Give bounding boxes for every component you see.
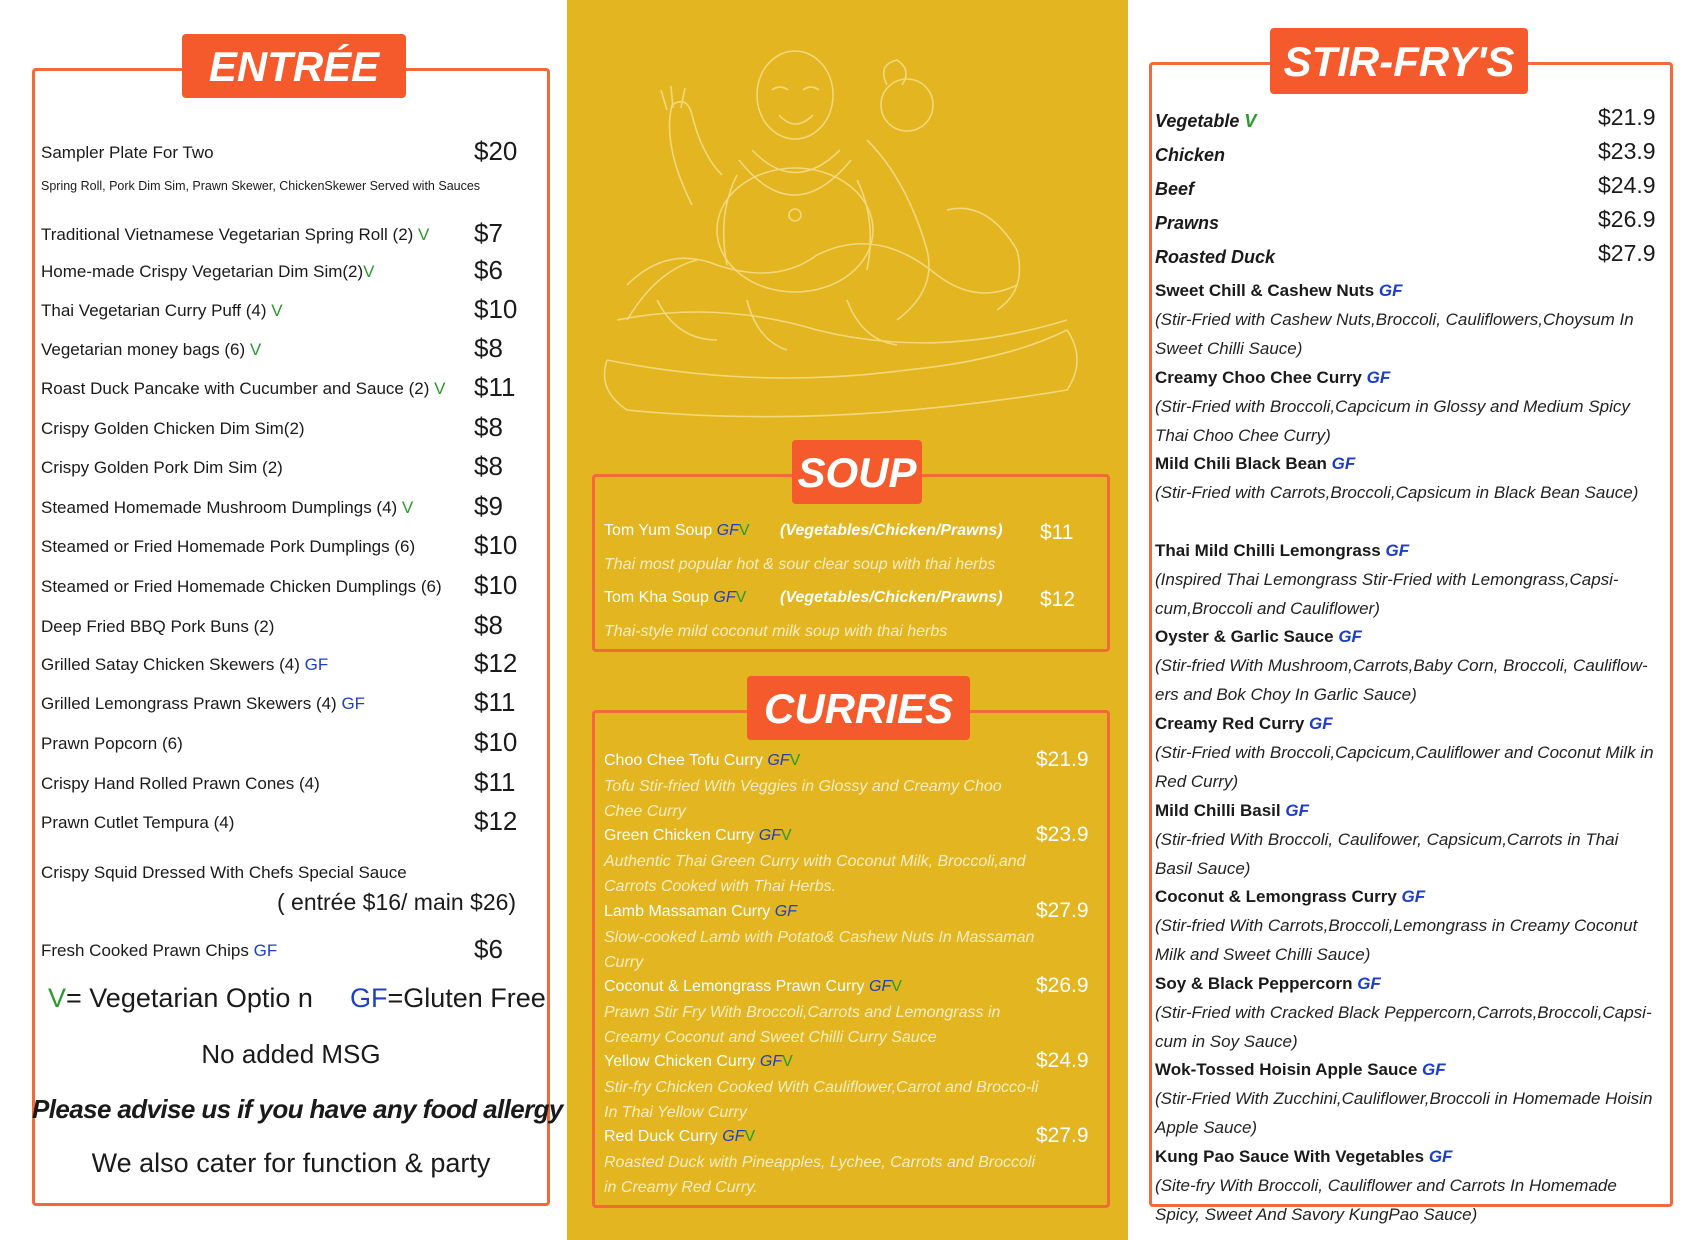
gluten-free-tag: GF (869, 978, 892, 995)
item-price: $10 (474, 727, 518, 757)
item-description: Slow-cooked Lamb with Potato& Cashew Nuts In Massaman Curry (604, 929, 1035, 971)
msg-note: No added MSG (201, 1039, 381, 1069)
dish-name (1155, 801, 1309, 821)
curry-item (604, 752, 800, 770)
vegetarian-tag: V (363, 262, 375, 281)
gluten-free-tag: GF (1422, 1060, 1446, 1080)
item-price: $27.9 (1598, 240, 1656, 266)
item-name-text: Grilled Lemongrass Prawn Skewers (4) (41, 694, 342, 713)
dish-name-text: Creamy Choo Chee Curry (1155, 367, 1367, 387)
soup-options: (Vegetables/Chicken/Prawns) (780, 522, 1003, 539)
stirfry-title: STIR-FRY'S (1270, 28, 1528, 94)
item-name-text: Prawn Popcorn (6) (41, 734, 183, 753)
item-price: $27.9 (1036, 899, 1089, 922)
item-name (41, 225, 429, 245)
menu-item (41, 931, 521, 964)
gluten-free-tag: GF (1338, 627, 1362, 647)
vegetarian-tag: V (744, 1128, 756, 1145)
vegetarian-tag: V (789, 752, 801, 769)
menu-item (41, 764, 521, 797)
menu-item (41, 853, 521, 883)
item-name: Coconut & Lemongrass Prawn Curry (604, 978, 869, 995)
item-price: $21.9 (1598, 104, 1656, 130)
item-price: $8 (474, 412, 503, 442)
gluten-free-tag: GF (304, 655, 329, 674)
dish-description: (Stir-Fried with Cracked Black Peppercorn,Carrots,Broccoli,Capsi-cum in Soy Sauce) (1155, 1002, 1652, 1051)
dish-name-text: Coconut & Lemongrass Curry (1155, 887, 1402, 907)
dish-name (1155, 627, 1362, 647)
item-name: Crispy Squid Dressed With Chefs Special Sauce (41, 863, 407, 882)
vegetarian-tag: V (1244, 111, 1257, 131)
protein-item (1155, 179, 1194, 200)
gluten-free-tag: GF (1428, 1147, 1453, 1166)
item-price: $12 (474, 806, 518, 836)
item-name: Tom Kha Soup (604, 589, 714, 606)
soup-item (604, 589, 746, 607)
item-price: $6 (474, 934, 503, 964)
gluten-free-tag: GF (1366, 367, 1391, 387)
item-price: $11 (1040, 521, 1074, 544)
vegetarian-tag: V (401, 498, 414, 517)
item-price: $21.9 (1036, 748, 1089, 771)
dish-description: (Stir-Fried with Broccoli,Capcicum in Glossy and Medium Spicy Thai Choo Chee Curry) (1155, 396, 1630, 445)
menu-item (41, 291, 521, 324)
vegetarian-tag: V (418, 225, 430, 244)
dish-description: (Site-fry With Broccoli, Cauliflower and Carrots In Homemade Spicy, Sweet And Savory KungPao Sauce) (1155, 1176, 1617, 1224)
gluten-free-tag: GF (767, 752, 790, 769)
item-name-text: Crispy Golden Chicken Dim Sim(2) (41, 419, 305, 438)
menu-item (41, 369, 521, 402)
dish-name (1155, 541, 1409, 561)
item-description: Thai most popular hot & sour clear soup with thai herbs (604, 556, 996, 573)
item-name (41, 419, 305, 439)
item-name (41, 301, 283, 321)
dish-name (1155, 887, 1425, 907)
item-price: $8 (474, 333, 503, 363)
item-name-text: Steamed Homemade Mushroom Dumplings (4) (41, 498, 402, 517)
item-description: Prawn Stir Fry With Broccoli,Carrots and Lemongrass in Creamy Coconut and Sweet Chilli Curry Sauce (604, 1004, 1001, 1046)
item-name-text: Thai Vegetarian Curry Puff (4) (41, 301, 272, 320)
item-description: Thai-style mild coconut milk soup with thai herbs (604, 623, 948, 640)
menu-item (41, 684, 521, 717)
item-name (41, 379, 445, 399)
gluten-free-tag: GF (759, 1053, 783, 1070)
menu-item (41, 645, 521, 678)
item-price: $6 (474, 255, 503, 285)
gluten-free-tag: GF (1357, 973, 1381, 993)
dietary-legend: V= Vegetarian Optio n GF=Gluten Free (48, 983, 546, 1013)
item-price: $11 (474, 372, 516, 402)
item-price: $9 (474, 491, 503, 521)
item-name-text: Vegetarian money bags (6) (41, 340, 250, 359)
item-name: Sampler Plate For Two (41, 143, 214, 162)
protein-item (1155, 111, 1256, 132)
vegetarian-tag: V (271, 301, 283, 320)
item-name: Tom Yum Soup (604, 522, 717, 539)
item-price: $11 (474, 687, 516, 717)
buddha-illustration (567, 0, 1128, 430)
vegetarian-tag: V (249, 340, 262, 359)
catering-note: We also cater for function & party (91, 1148, 491, 1178)
dish-description: (Stir-Fried With Zucchini,Cauliflower,Broccoli in Homemade Hoisin Apple Sauce) (1155, 1089, 1653, 1138)
item-price: $26.9 (1598, 206, 1656, 232)
gluten-free-tag: GF (774, 903, 797, 920)
item-price: $24.9 (1036, 1049, 1089, 1072)
gluten-free-tag: GF (1331, 454, 1356, 474)
item-name: Vegetable (1155, 111, 1245, 131)
gluten-free-tag: GF (722, 1128, 745, 1145)
item-name: Red Duck Curry (604, 1128, 723, 1145)
item-name: Roasted Duck (1155, 247, 1276, 267)
gluten-free-tag: GF (1285, 800, 1309, 820)
menu-item (41, 527, 521, 560)
item-name-text: Steamed or Fried Homemade Pork Dumplings (6) (41, 537, 416, 556)
menu-item (41, 409, 521, 442)
item-name (41, 694, 365, 714)
item-name-text: Crispy Hand Rolled Prawn Cones (4) (41, 774, 320, 793)
menu-item (41, 133, 521, 166)
item-description: Roasted Duck with Pineapples, Lychee, Carrots and Broccoli in Creamy Red Curry. (604, 1154, 1036, 1196)
dish-description: (Stir-Fried with Cashew Nuts,Broccoli, Cauliflowers,Choysum In Sweet Chilli Sauce) (1155, 310, 1634, 358)
item-price: $8 (474, 451, 503, 481)
vegetarian-tag: V (782, 1053, 793, 1070)
item-name-text: Deep Fried BBQ Pork Buns (2) (41, 617, 275, 636)
item-price: $23.9 (1036, 823, 1089, 846)
item-description: Spring Roll, Pork Dim Sim, Prawn Skewer, ChickenSkewer Served with Sauces (41, 179, 481, 193)
curry-item (604, 903, 797, 921)
protein-item (1155, 247, 1275, 268)
dish-description: (Stir-Fried with Broccoli,Capcicum,Cauliflower and Coconut Milk in Red Curry) (1155, 743, 1654, 791)
item-description: Authentic Thai Green Curry with Coconut Milk, Broccoli,and Carrots Cooked with Thai Herbs. (604, 853, 1026, 895)
menu-item (41, 252, 521, 285)
menu-item (41, 607, 521, 640)
item-name (41, 537, 415, 557)
item-name: Fresh Cooked Prawn Chips GF (41, 941, 278, 960)
dish-name-text: Soy & Black Peppercorn (1155, 973, 1358, 993)
curry-item (604, 978, 902, 996)
item-name (41, 498, 413, 518)
gluten-free-tag: GF (713, 589, 736, 606)
item-name: Beef (1155, 179, 1195, 199)
dish-name (1155, 1147, 1452, 1167)
dish-name (1155, 974, 1381, 994)
item-name (41, 340, 261, 360)
item-description: Tofu Stir-fried With Veggies in Glossy and Creamy Choo Chee Curry (604, 778, 1002, 820)
item-name: Chicken (1155, 145, 1226, 165)
vegetarian-tag: V (738, 522, 750, 539)
menu-item (41, 567, 521, 600)
vegetarian-tag: V (434, 379, 446, 398)
curry-item (604, 827, 792, 845)
item-price: $27.9 (1036, 1124, 1089, 1147)
item-price: $26.9 (1036, 974, 1089, 997)
item-name-text: Home-made Crispy Vegetarian Dim Sim(2) (41, 262, 364, 281)
menu-item (41, 724, 521, 757)
dish-description: (Stir-fried With Broccoli, Caulifower, Capsicum,Carrots in Thai Basil Sauce) (1155, 829, 1619, 878)
item-price: $8 (474, 610, 503, 640)
curries-title: CURRIES (747, 676, 970, 740)
menu-item (41, 448, 521, 481)
soup-item (604, 522, 750, 540)
menu-item (41, 330, 521, 363)
dish-name-text: Sweet Chill & Cashew Nuts (1155, 281, 1379, 300)
gluten-free-tag: GF (1401, 887, 1426, 907)
gluten-free-tag: GF (716, 522, 739, 539)
gluten-free-tag: GF (1309, 714, 1333, 733)
item-name (41, 774, 320, 794)
item-name: Choo Chee Tofu Curry (604, 752, 768, 769)
dish-name (1155, 714, 1333, 734)
menu-item (41, 488, 521, 521)
gluten-free-tag: GF (341, 694, 366, 713)
item-name (41, 655, 328, 675)
item-name-text: Crispy Golden Pork Dim Sim (2) (41, 458, 283, 477)
dish-name-text: Wok-Tossed Hoisin Apple Sauce (1155, 1060, 1423, 1080)
item-price: $10 (474, 294, 518, 324)
curry-item (604, 1128, 755, 1146)
item-name-text: Steamed or Fried Homemade Chicken Dumplings (6) (41, 577, 442, 596)
dish-description: (Stir-fried With Carrots,Broccoli,Lemongrass in Creamy Coconut Milk and Sweet Chilli Sauce) (1155, 916, 1638, 965)
item-price: $20 (474, 136, 518, 166)
soup-options: (Vegetables/Chicken/Prawns) (780, 589, 1003, 606)
item-name: Green Chicken Curry (604, 827, 759, 844)
dish-name-text: Thai Mild Chilli Lemongrass (1155, 540, 1386, 560)
item-name-text: Grilled Satay Chicken Skewers (4) (41, 655, 305, 674)
item-name (41, 458, 283, 478)
vegetarian-tag: V (780, 827, 792, 844)
dish-name-text: Mild Chili Black Bean (1155, 454, 1332, 474)
dish-description: (Inspired Thai Lemongrass Stir-Fried with Lemongrass,Capsi-cum,Broccoli and Cauliflower) (1155, 569, 1619, 618)
allergy-note: Please advise us if you have any food allergy (32, 1094, 563, 1124)
gluten-free-tag: GF (758, 827, 781, 844)
item-name (41, 813, 234, 833)
protein-item (1155, 145, 1225, 166)
dish-name (1155, 454, 1355, 474)
item-name (41, 577, 442, 597)
protein-item (1155, 213, 1219, 234)
item-price: $10 (474, 570, 518, 600)
dish-name (1155, 1060, 1446, 1080)
item-name-text: Roast Duck Pancake with Cucumber and Sauce (2) (41, 379, 435, 398)
item-name (41, 617, 274, 637)
item-price: $7 (474, 218, 503, 248)
dish-description: (Stir-fried With Mushroom,Carrots,Baby Corn, Broccoli, Cauliflow-ers and Bok Choy In Garlic Sauce) (1155, 656, 1648, 705)
item-price: $11 (474, 767, 516, 797)
vegetarian-tag: V (735, 589, 747, 606)
gluten-free-tag: GF (1385, 540, 1410, 560)
item-name-text: Prawn Cutlet Tempura (4) (41, 813, 235, 832)
dish-description: (Stir-Fried with Carrots,Broccoli,Capsicum in Black Bean Sauce) (1155, 483, 1639, 503)
vegetarian-tag: V (891, 978, 902, 995)
entree-title: ENTRÉE (182, 34, 406, 98)
item-name (41, 734, 183, 754)
curry-item (604, 1053, 793, 1071)
item-price: $10 (474, 530, 518, 560)
menu-item (41, 215, 521, 248)
item-name: Lamb Massaman Curry (604, 903, 775, 920)
menu-item (41, 803, 521, 836)
soup-title: SOUP (792, 440, 922, 504)
item-price: $24.9 (1598, 172, 1656, 198)
item-description: Stir-fry Chicken Cooked With Cauliflower,Carrot and Brocco-li In Thai Yellow Curry (604, 1079, 1039, 1121)
item-name-text: Traditional Vietnamese Vegetarian Spring Roll (2) (41, 225, 419, 244)
item-price: ( entrée $16/ main $26) (277, 889, 517, 915)
item-price: $23.9 (1598, 138, 1656, 164)
dish-name-text: Oyster & Garlic Sauce (1155, 627, 1339, 647)
item-name: Prawns (1155, 213, 1220, 233)
dish-name-text: Creamy Red Curry (1155, 714, 1310, 733)
dish-name-text: Kung Pao Sauce With Vegetables (1155, 1147, 1429, 1166)
dish-name-text: Mild Chilli Basil (1155, 800, 1286, 820)
item-price: $12 (1040, 588, 1076, 611)
dish-name (1155, 368, 1390, 388)
item-name: Yellow Chicken Curry (604, 1053, 760, 1070)
item-price: $12 (474, 648, 518, 678)
item-name (41, 262, 375, 282)
dish-name (1155, 281, 1403, 301)
gluten-free-tag: GF (1378, 281, 1403, 300)
